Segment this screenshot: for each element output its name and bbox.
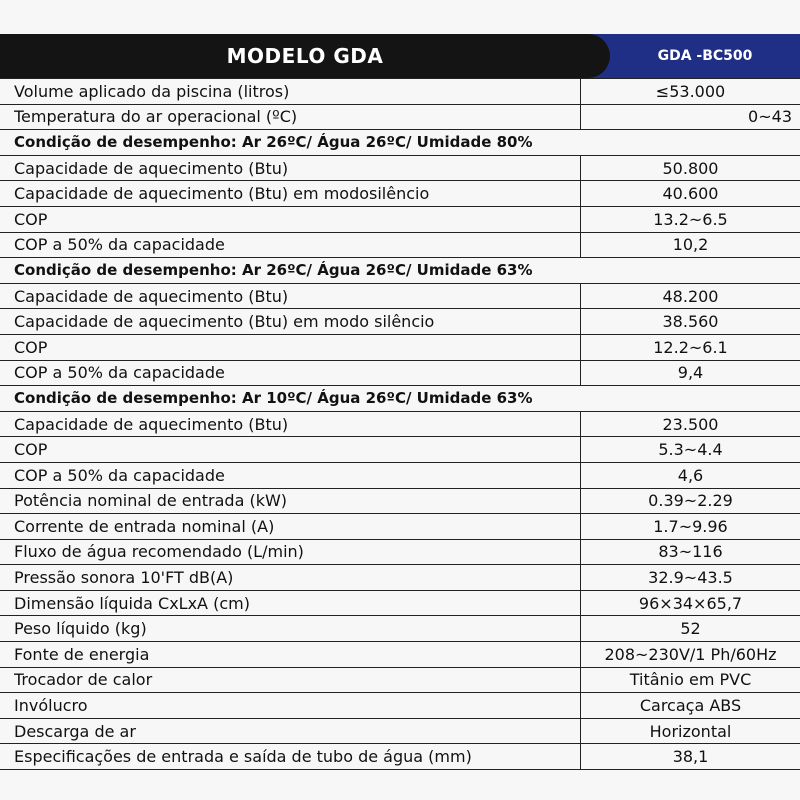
section-row [0, 386, 800, 412]
row-value: 5.3~4.4 [580, 437, 800, 462]
table-row [0, 693, 800, 719]
table-row [0, 642, 800, 668]
section-title: Condição de desempenho: Ar 26ºC/ Água 26ºC/ Umidade 80% [14, 133, 533, 152]
table-row [0, 284, 800, 310]
row-value: 32.9~43.5 [580, 565, 800, 590]
row-label: Peso líquido (kg) [14, 619, 147, 639]
row-label: Invólucro [14, 696, 88, 716]
table-row [0, 540, 800, 566]
row-label: COP a 50% da capacidade [14, 465, 225, 485]
row-label: Capacidade de aquecimento (Btu) [14, 158, 289, 178]
row-label: Corrente de entrada nominal (A) [14, 516, 275, 536]
table-row [0, 156, 800, 182]
table-row [0, 79, 800, 105]
table-row [0, 361, 800, 387]
table-row [0, 233, 800, 259]
row-label: Volume aplicado da piscina (litros) [14, 81, 290, 101]
row-value: 0~43 [580, 105, 800, 130]
row-value: Titânio em PVC [580, 668, 800, 693]
table-row [0, 668, 800, 694]
table-row [0, 565, 800, 591]
row-value: 38.560 [580, 309, 800, 334]
row-value: 38,1 [580, 744, 800, 769]
table-header [0, 34, 800, 78]
row-label: Temperatura do ar operacional (ºC) [14, 107, 298, 127]
row-value: 13.2~6.5 [580, 207, 800, 232]
row-value: 208~230V/1 Ph/60Hz [580, 642, 800, 667]
table-row [0, 744, 800, 770]
section-title: Condição de desempenho: Ar 26ºC/ Água 26ºC/ Umidade 63% [14, 261, 533, 280]
table-row [0, 335, 800, 361]
row-value: 1.7~9.96 [580, 514, 800, 539]
row-label: Capacidade de aquecimento (Btu) [14, 414, 289, 434]
row-label: Fonte de energia [14, 644, 150, 664]
row-value: ≤53.000 [580, 79, 800, 104]
row-value: 10,2 [580, 233, 800, 258]
section-row [0, 130, 800, 156]
row-value: 52 [580, 616, 800, 641]
table-row [0, 719, 800, 745]
row-label: Pressão sonora 10'FT dB(A) [14, 568, 234, 588]
table-row [0, 489, 800, 515]
row-value: Carcaça ABS [580, 693, 800, 718]
row-label: Especificações de entrada e saída de tubo de água (mm) [14, 747, 472, 767]
row-label: Descarga de ar [14, 721, 136, 741]
row-label: Capacidade de aquecimento (Btu) [14, 286, 289, 306]
row-label: COP a 50% da capacidade [14, 363, 225, 383]
row-label: Capacidade de aquecimento (Btu) em modosilêncio [14, 184, 430, 204]
row-label: COP a 50% da capacidade [14, 235, 225, 255]
row-value: 23.500 [580, 412, 800, 437]
table-row [0, 514, 800, 540]
model-label-cell [0, 34, 610, 78]
row-label: COP [14, 337, 48, 357]
table-row [0, 207, 800, 233]
spec-table [0, 78, 800, 770]
row-label: COP [14, 440, 48, 460]
row-label: Fluxo de água recomendado (L/min) [14, 542, 304, 562]
table-row [0, 616, 800, 642]
table-row [0, 309, 800, 335]
row-label: Capacidade de aquecimento (Btu) em modo silêncio [14, 312, 435, 332]
row-label: Trocador de calor [14, 670, 153, 690]
row-label: Potência nominal de entrada (kW) [14, 491, 288, 511]
section-row [0, 258, 800, 284]
table-row [0, 437, 800, 463]
table-row [0, 105, 800, 131]
row-value: 40.600 [580, 181, 800, 206]
model-value: GDA -BC500 [657, 48, 753, 64]
row-label: Dimensão líquida CxLxA (cm) [14, 593, 250, 613]
row-value: 50.800 [580, 156, 800, 181]
table-row [0, 181, 800, 207]
table-row [0, 463, 800, 489]
row-value: 0.39~2.29 [580, 489, 800, 514]
row-value: 9,4 [580, 361, 800, 386]
row-value: 4,6 [580, 463, 800, 488]
model-label: MODELO GDA [226, 44, 384, 68]
row-label: COP [14, 209, 48, 229]
row-value: 96×34×65,7 [580, 591, 800, 616]
row-value: Horizontal [580, 719, 800, 744]
row-value: 48.200 [580, 284, 800, 309]
table-row [0, 591, 800, 617]
model-value-cell [580, 34, 800, 78]
row-value: 12.2~6.1 [580, 335, 800, 360]
section-title: Condição de desempenho: Ar 10ºC/ Água 26ºC/ Umidade 63% [14, 389, 533, 408]
table-row [0, 412, 800, 438]
row-value: 83~116 [580, 540, 800, 565]
